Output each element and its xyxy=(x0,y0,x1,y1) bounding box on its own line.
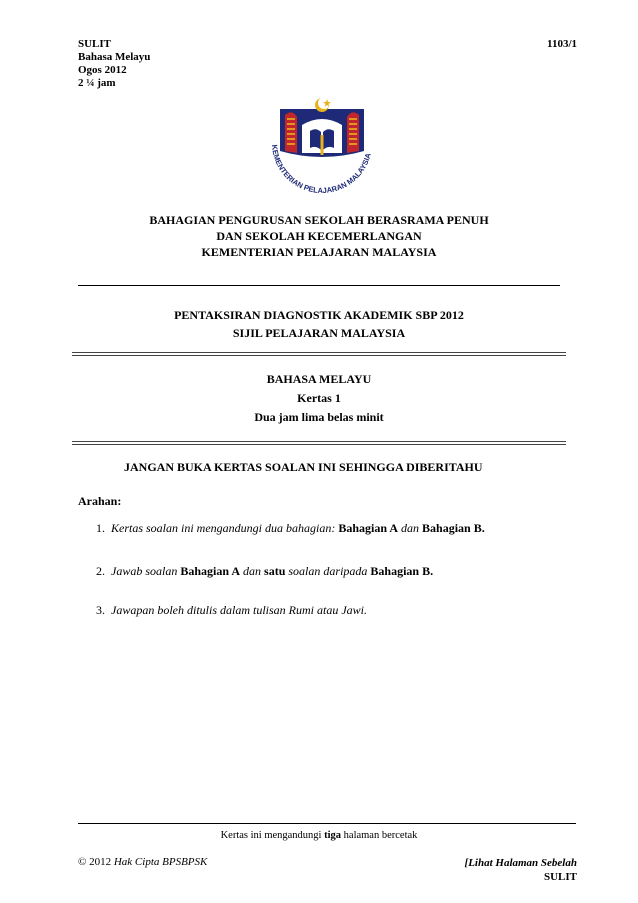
organisation xyxy=(0,212,638,260)
item-bold: Bahagian A xyxy=(338,521,399,535)
copyright xyxy=(78,856,207,868)
page-count-note xyxy=(0,830,638,841)
instruction-item xyxy=(96,603,367,618)
double-divider xyxy=(72,441,566,445)
org-line-1: BAHAGIAN PENGURUSAN SEKOLAH BERASRAMA PENUH xyxy=(149,213,489,227)
footer-sulit: SULIT xyxy=(543,871,577,883)
item-text: soalan daripada xyxy=(285,564,371,578)
instruction-item xyxy=(96,564,433,579)
warning-text: JANGAN BUKA KERTAS SOALAN INI SEHINGGA DIBERITAHU xyxy=(124,460,483,474)
item-number: 3. xyxy=(96,603,105,617)
paper-number: Kertas 1 xyxy=(297,391,341,405)
paper-code: 1103/1 xyxy=(547,38,577,50)
item-bold: Bahagian A xyxy=(180,564,241,578)
item-text: dan xyxy=(398,521,423,535)
instructions-heading: Arahan: xyxy=(78,494,122,508)
exam-title: PENTAKSIRAN DIAGNOSTIK AKADEMIK SBP 2012 xyxy=(174,308,464,322)
item-text: Jawab soalan xyxy=(111,564,181,578)
item-text: Kertas soalan ini mengandungi dua bahagian: xyxy=(111,521,339,535)
item-text: dan xyxy=(240,564,265,578)
exam-block xyxy=(0,306,638,342)
next-page-note: [Lihat Halaman Sebelah xyxy=(464,857,577,869)
header-info xyxy=(78,38,150,90)
copyright-holder: Hak Cipta BPSBPSK xyxy=(113,856,208,868)
item-bold: Bahagian B. xyxy=(422,521,485,535)
item-bold: satu xyxy=(264,564,286,578)
item-bold: Bahagian B. xyxy=(370,564,434,578)
divider xyxy=(78,285,560,286)
item-text: Jawapan boleh ditulis dalam tulisan Rumi atau Jawi. xyxy=(111,603,367,617)
org-line-2: DAN SEKOLAH KECEMERLANGAN xyxy=(216,229,422,243)
paper-block xyxy=(0,370,638,427)
exam-subtitle: SIJIL PELAJARAN MALAYSIA xyxy=(232,326,406,340)
instruction-item xyxy=(96,521,485,536)
header-date: Ogos 2012 xyxy=(78,64,127,76)
footer-divider xyxy=(78,823,576,824)
ministry-logo xyxy=(264,95,380,201)
page-count-text: halaman bercetak xyxy=(341,830,418,841)
header-sulit: SULIT xyxy=(78,38,112,50)
page-count-text: Kertas ini mengandungi xyxy=(220,830,325,841)
item-number: 1. xyxy=(96,521,105,535)
copyright-year: © 2012 xyxy=(78,856,114,868)
subject: BAHASA MELAYU xyxy=(266,372,372,386)
header-duration: 2 ¼ jam xyxy=(78,77,116,89)
footer-right xyxy=(465,856,577,884)
double-divider xyxy=(72,352,566,356)
page-count-number: tiga xyxy=(324,830,342,841)
org-line-3: KEMENTERIAN PELAJARAN MALAYSIA xyxy=(201,245,437,259)
paper-duration: Dua jam lima belas minit xyxy=(254,410,384,424)
item-number: 2. xyxy=(96,564,105,578)
ministry-logo-emblem xyxy=(264,95,380,201)
header-subject: Bahasa Melayu xyxy=(78,51,151,63)
logo-arc-text: KEMENTERIAN PELAJARAN MALAYSIA xyxy=(269,144,373,196)
